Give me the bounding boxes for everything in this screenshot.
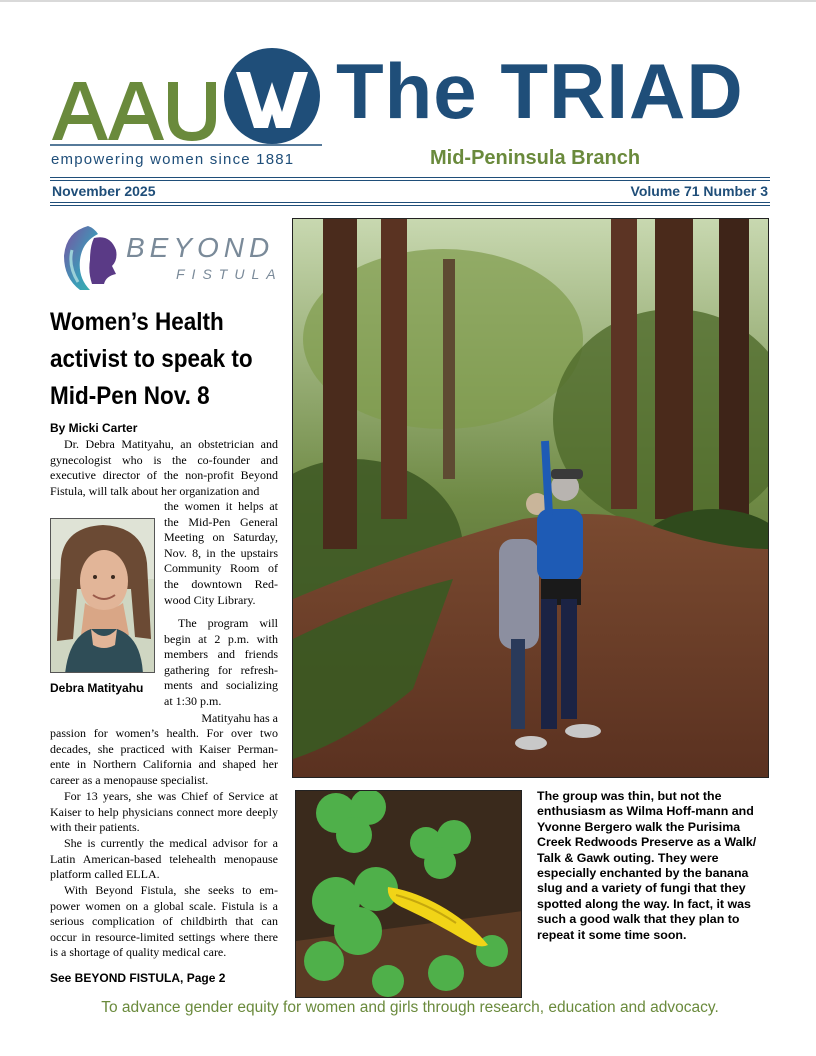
tagline: empowering women since 1881 — [51, 151, 295, 168]
masthead-rule-top-2 — [50, 180, 770, 181]
article-paragraph: passion for women’s health. For over two decades, she practiced with Kaiser Perman-ente in Northern California and shaped her career as a menopause specialist. — [50, 726, 278, 787]
masthead-rule-bottom — [50, 202, 770, 203]
article-paragraph: Dr. Debra Matityahu, an obstetrician and gynecologist who is the co-founder and executive director of the non-profit Beyond Fistula, will talk about her organization and — [50, 437, 278, 498]
masthead-rule-top — [50, 177, 770, 178]
continued-link[interactable]: See BEYOND FISTULA, Page 2 — [50, 971, 226, 985]
issue-date: November 2025 — [52, 183, 156, 199]
article-paragraph: The program will begin at 2 p.m. with members and friends gathering for refresh-ments and socializing at 1:30 p.m. — [164, 616, 278, 708]
banana-slug-photo — [295, 790, 522, 998]
article-paragraph: For 13 years, she was Chief of Service at Kaiser to help physicians connect more deeply with their patients. — [50, 789, 278, 835]
beyond-fistula-subname: FISTULA — [176, 266, 283, 282]
photo-caption: The group was thin, but not the enthusiasm as Wilma Hoff-mann and Yvonne Bergero walk the Purisima Creek Redwoods Preserve as a Walk/ Talk & Gawk outing. They were especially enchanted by the banana slug and a variety of fungi that they spotted along the way. In fact, it was such a good walk that they plan to repeat it some time soon. — [537, 789, 757, 942]
mission-statement: To advance gender equity for women and girls through research, education and advocacy. — [101, 999, 719, 1016]
forest-walk-photo — [292, 218, 769, 778]
aau-letters — [52, 82, 216, 141]
article-paragraph: the women it helps at the Mid-Pen General Meeting on Saturday, Nov. 8, in the upstairs Community Room of the downtown Red-wood City Library. — [164, 499, 278, 607]
portrait-photo — [50, 518, 155, 673]
article-paragraph: She is currently the medical advisor for a Latin American-based telehealth menopause platform called ELLA. — [50, 836, 278, 882]
issue-volume: Volume 71 Number 3 — [630, 183, 768, 199]
portrait-caption: Debra Matityahu — [50, 681, 144, 695]
article-headline: Women’s Health activist to speak to Mid-Pen Nov. 8 — [50, 308, 253, 410]
masthead-rule-bottom-2 — [50, 205, 770, 206]
article-byline: By Micki Carter — [50, 421, 138, 435]
article-paragraph: Matityahu has a — [201, 711, 278, 725]
branch-subtitle: Mid-Peninsula Branch — [430, 147, 641, 169]
aauw-logo — [50, 48, 322, 148]
article-paragraph: With Beyond Fistula, she seeks to em-power women on a global scale. Fistula is a serious complication of childbirth that can occur in resource-limited settings where there is a shortage of quality medical care. — [50, 883, 278, 960]
newsletter-title: The TRIAD — [336, 47, 744, 135]
beyond-fistula-name: BEYOND — [126, 232, 275, 263]
